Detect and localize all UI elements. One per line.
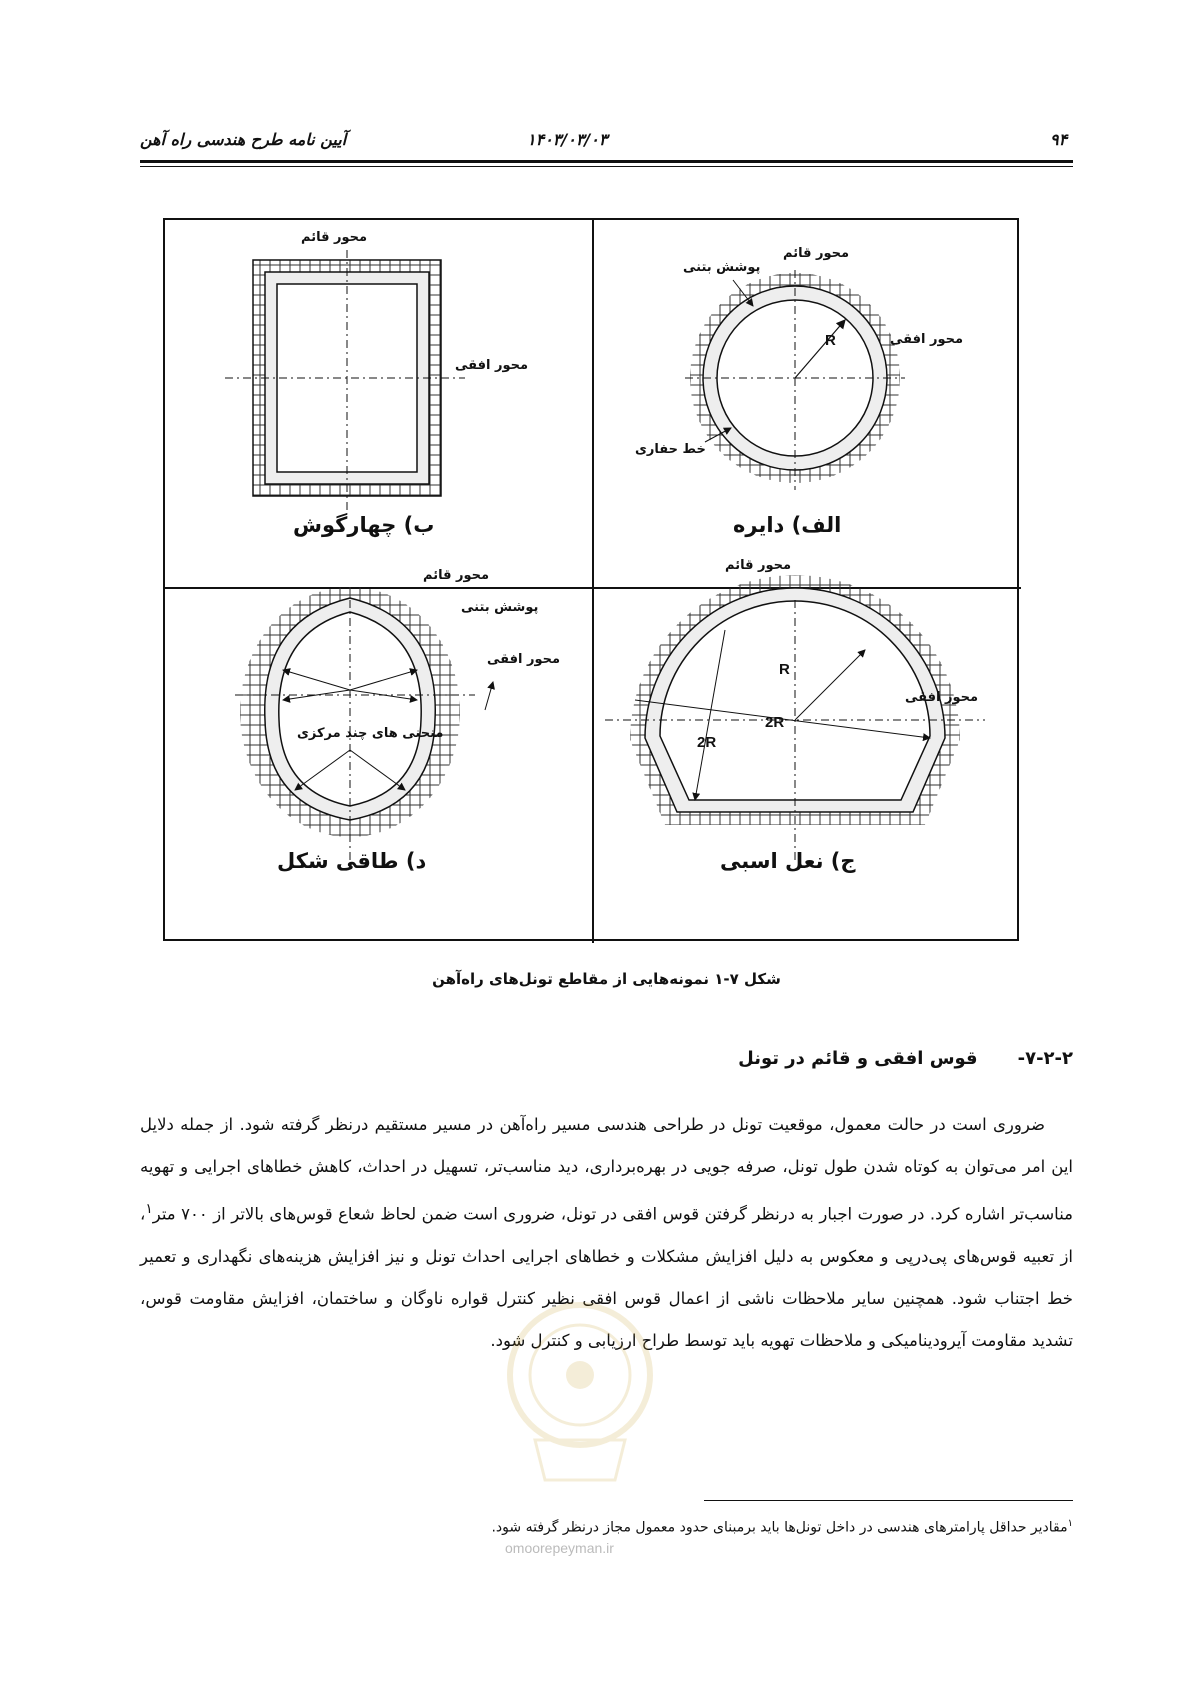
label-concrete-lining-a: پوشش بتنی xyxy=(683,260,761,275)
header-rule xyxy=(140,160,1073,163)
caption-circle: الف) دایره xyxy=(733,513,842,537)
watermark-url: omoorepeyman.ir xyxy=(505,1540,614,1556)
footnote-marker: ۱ xyxy=(1067,1518,1073,1529)
label-vertical-axis-c: محور قائم xyxy=(725,558,792,573)
label-radius-2r-a: 2R xyxy=(765,714,785,731)
tunnel-sections-figure xyxy=(163,218,1019,941)
footnote-rule xyxy=(704,1500,1073,1501)
header-date: ۱۴۰۳/۰۳/۰۳ xyxy=(527,130,608,149)
rectangular-section xyxy=(225,250,465,510)
section-heading xyxy=(738,1048,1073,1069)
label-vertical-axis-b: محور قائم xyxy=(301,230,368,245)
label-vertical-axis-a: محور قائم xyxy=(783,246,850,261)
circular-section xyxy=(685,270,905,490)
label-radius-a: R xyxy=(825,332,836,349)
caption-arch: د) طاقی شکل xyxy=(277,849,427,873)
label-horizontal-axis-c: محور افقی xyxy=(905,690,979,705)
page-number: ۹۴ xyxy=(1050,130,1068,149)
header-title: آیین نامه طرح هندسی راه آهن xyxy=(140,130,347,149)
horseshoe-section xyxy=(605,575,985,860)
label-vertical-axis-d: محور قائم xyxy=(423,568,490,583)
caption-rectangular: ب) چهارگوش xyxy=(293,513,435,537)
header-rule-thin xyxy=(140,166,1073,167)
figure-caption: شکل ۷-۱ نمونه‌هایی از مقاطع تونل‌های راه‌آهن xyxy=(432,970,781,988)
footnote-text: مقادیر حداقل پارامترهای هندسی در داخل تونل‌ها باید برمبنای حدود معمول مجاز درنظر گرفته شود. xyxy=(491,1519,1068,1536)
label-concrete-lining-d: پوشش بتنی xyxy=(461,600,539,615)
paragraph-part-2: ، از تعبیه قوس‌های پی‌درپی و معکوس به دلیل افزایش مشکلات و خطاهای اجرایی احداث تونل و نیز افزایش هزینه‌های نگهداری و تعمیر خط اجتناب شود. همچنین سایر ملاحظات ناشی از اعمال قوس افقی نظیر کنترل قواره ناوگان و ساختمان، افزایش مقاومت قوس، تشدید مقاومت آیرودینامیکی و ملاحظات تهویه باید توسط طراح ارزیابی و کنترل شود. xyxy=(140,1204,1073,1350)
figure-drawing xyxy=(165,220,1021,943)
label-horizontal-axis-d: محور افقی xyxy=(487,652,561,667)
footnote xyxy=(491,1518,1073,1536)
label-horizontal-axis-a: محور افقی xyxy=(890,332,964,347)
label-excavation-line: خط حفاری xyxy=(635,442,706,457)
label-radius-2r-b: 2R xyxy=(697,734,717,751)
caption-horseshoe: ج) نعل اسبی xyxy=(720,849,856,873)
watermark-logo xyxy=(495,1290,665,1490)
label-radius-c: R xyxy=(779,661,790,678)
section-number: ۷-۲-۲- xyxy=(1017,1048,1073,1069)
paragraph-part-1: ضروری است در حالت معمول، موقعیت تونل در طراحی هندسی مسیر راه‌آهن در مسیر مستقیم درنظر گرفته شود. از جمله دلایل این امر می‌توان به کوتاه شدن طول تونل، صرفه جویی در بهره‌برداری، دید مناسب‌تر، تسهیل در احداث، کاهش خطاهای اجرایی و تهویه مناسب‌تر اشاره کرد. در صورت اجبار به درنظر گرفتن قوس افقی در تونل، ضروری است ضمن لحاظ شعاع قوس‌های بالاتر از ۷۰۰ متر xyxy=(140,1115,1074,1224)
label-multi-center-curves: منحنی های چند مرکزی xyxy=(297,726,444,741)
arch-section xyxy=(235,587,493,860)
footnote-ref: ۱ xyxy=(145,1201,153,1217)
label-horizontal-axis-b: محور افقی xyxy=(455,358,529,373)
section-title: قوس افقی و قائم در تونل xyxy=(738,1048,978,1069)
